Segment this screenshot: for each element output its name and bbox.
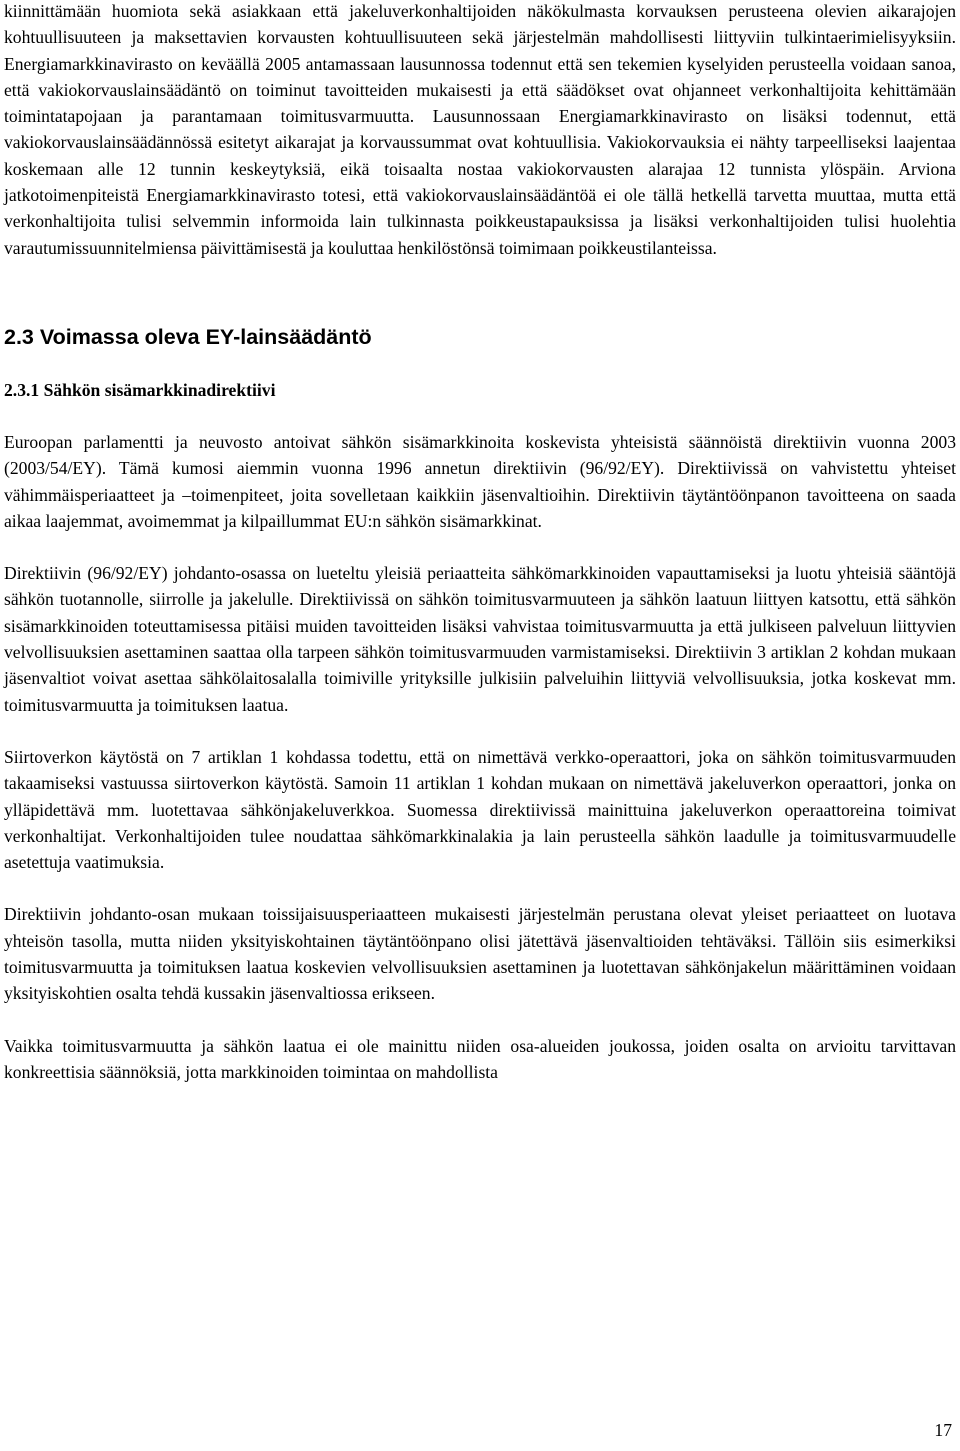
spacer — [4, 875, 956, 901]
subsection-heading: 2.3.1 Sähkön sisämarkkinadirektiivi — [4, 379, 276, 400]
paragraph: Direktiivin johdanto-osan mukaan toissijaisuusperiaatteen mukaisesti järjestelmän perustana olevat yleiset periaatteet on luotava yhteisön tasolla, mutta niiden yksityiskohtainen täytäntöönpano olisi jätettävä jäsenvaltioiden tehtäväksi. Tällöin siis esimerkiksi toimitusvarmuutta ja toimituksen laatua koskevien velvollisuuksien asettaminen ja luotettavan sähkönjakelun määrittäminen voidaan yksityiskohtien osalta tehdä kussakin jäsenvaltiossa erikseen. — [4, 904, 956, 1004]
section-heading: 2.3 Voimassa oleva EY-lainsäädäntö — [4, 324, 372, 349]
paragraph: Direktiivin (96/92/EY) johdanto-osassa on lueteltu yleisiä periaatteita sähkömarkkinoiden vapauttamiseksi ja luotu yhteisiä sääntöjä sähkön tuotannolle, siirrolle ja jakelulle. Direktiivissä on sähkön toimitusvarmuuteen ja sähkön laatuun liittyen katsottu, että sähkön sisämarkkinoiden toteuttamisessa pitäisi muiden tavoitteiden lisäksi vahvistaa toimitusvarmuutta ja että julkiseen palveluun liittyvien velvollisuuksien asettaminen saattaa olla tarpeen sähkön toimitusvarmuuden varmistamiseksi. Direktiivin 3 artiklan 2 kohdan mukaan jäsenvaltiot voivat asettaa sähkölaitosalalla toimiville yrityksille julkisiin palveluihin liittyviä velvollisuuksia, jotka koskevat mm. toimitusvarmuutta ja toimituksen laatua. — [4, 563, 956, 715]
spacer — [4, 1007, 956, 1033]
paragraph-continued: kiinnittämään huomiota sekä asiakkaan että jakeluverkonhaltijoiden näkökulmasta korvauksen perusteena olevien aikarajojen kohtuullisuuteen ja maksettavien korvausten kohtuullisuuteen sekä järjestelmän mahdollisesti liittyviin tulkintaerimielisyyksiin. Energiamarkkinavirasto on keväällä 2005 antamassaan lausunnossa todennut että sen tekemien kyselyiden perusteella voidaan sanoa, että vakiokorvauslainsäädäntö on toiminut tavoitteiden mukaisesti ja että säädökset ovat ohjanneet verkonhaltijoita kehittämään toimintatapojaan ja parantamaan toimitusvarmuutta. Lausunnossaan Energiamarkkinavirasto on lisäksi todennut, että vakiokorvauslainsäädännössä esitetyt aikarajat ja korvaussummat ovat kohtuullisia. Vakiokorvauksia ei nähty tarpeelliseksi laajentaa koskemaan alle 12 tunnin keskeytyksiä, eikä toisaalta nostaa vakiokorvausten alarajaa 12 tunnista ylöspäin. Arviona jatkotoimenpiteistä Energiamarkkinavirasto totesi, että vakiokorvauslainsäädäntöä ei ole tällä hetkellä tarvetta muuttaa, mutta että verkonhaltijoita tulisi selvemmin informoida lain tulkinnasta poikkeustapauksissa ja lisäksi verkonhaltijoiden tulisi huolehtia varautumissuunnitelmiensa päivittämisestä ja kouluttaa henkilöstönsä toimimaan poikkeustilanteissa. — [4, 1, 956, 258]
spacer — [4, 403, 956, 429]
paragraph: Vaikka toimitusvarmuutta ja sähkön laatua ei ole mainittu niiden osa-alueiden joukossa, joiden osalta on arvioitu tarvittavan konkreettisia säännöksiä, jotta markkinoiden toimintaa on mahdollista — [4, 1035, 956, 1082]
page-number: 17 — [934, 1420, 952, 1440]
spacer — [4, 261, 956, 323]
paragraph: Siirtoverkon käytöstä on 7 artiklan 1 kohdassa todettu, että on nimettävä verkko-operaattori, joka on sähkön toimitusvarmuuden takaamiseksi vastuussa siirtoverkon käytöstä. Samoin 11 artiklan 1 kohdan mukaan on nimettävä jakeluverkon operaattori, jonka on ylläpidettävä mm. luotettavaa sähkönjakeluverkkoa. Suomessa direktiivissä mainittuina jakeluverkon operaattoreina toimivat verkonhaltijat. Verkonhaltijoiden tulee noudattaa sähkömarkkinalakia ja lain perusteella sähkön laadulle ja toimitusvarmuudelle asetettuja vaatimuksia. — [4, 746, 956, 873]
spacer — [4, 351, 956, 377]
document-body — [4, 0, 956, 1085]
spacer — [4, 718, 956, 744]
spacer — [4, 534, 956, 560]
paragraph: Euroopan parlamentti ja neuvosto antoivat sähkön sisämarkkinoita koskevista yhteisistä säännöistä direktiivin vuonna 2003 (2003/54/EY). Tämä kumosi aiemmin vuonna 1996 annetun direktiivin (96/92/EY). Direktiivissä on vahvistettu yhteiset vähimmäisperiaatteet ja –toimenpiteet, joita sovelletaan kaikkiin jäsenvaltioihin. Direktiivin täytäntöönpanon tavoitteena on saada aikaa laajemmat, avoimemmat ja kilpaillummat EU:n sähkön sisämarkkinat. — [4, 431, 956, 531]
